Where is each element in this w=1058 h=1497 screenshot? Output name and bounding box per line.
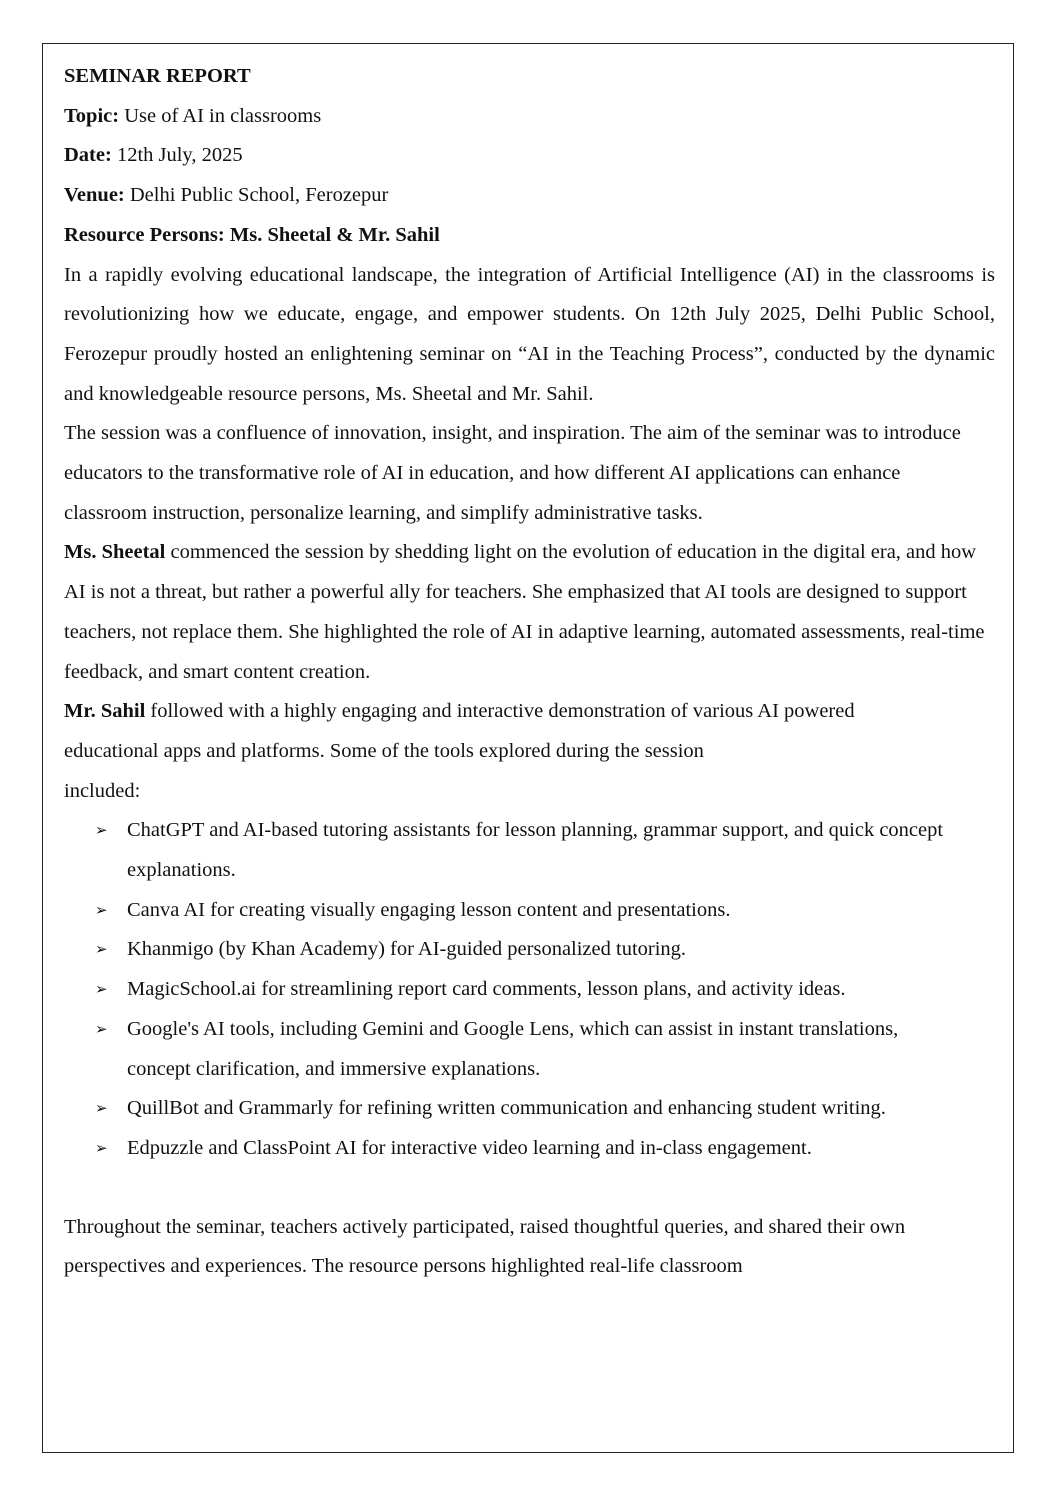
sheetal-paragraph	[64, 533, 995, 692]
list-item	[95, 1129, 995, 1169]
tool-text: MagicSchool.ai for streamlining report card comments, lesson plans, and activity ideas.	[127, 978, 846, 1001]
topic-line	[64, 97, 995, 137]
list-item	[95, 970, 995, 1010]
venue-value: Delhi Public School, Ferozepur	[124, 184, 389, 207]
arrowhead-bullet-icon: ➢	[95, 1019, 108, 1038]
arrowhead-bullet-icon: ➢	[95, 1099, 108, 1118]
list-item	[95, 930, 995, 970]
spacer	[64, 1169, 995, 1208]
session-paragraph: The session was a confluence of innovation, insight, and inspiration. The aim of the seminar was to introduce educators to the transformative role of AI in education, and how different AI applications can enhance classroom instruction, personalize learning, and simplify administrative tasks.	[64, 422, 961, 524]
tool-text: Edpuzzle and ClassPoint AI for interactive video learning and in-class engagement.	[127, 1136, 812, 1159]
arrowhead-bullet-icon: ➢	[95, 900, 108, 919]
date-line	[64, 136, 995, 176]
tools-list	[64, 811, 995, 1168]
tool-text: QuillBot and Grammarly for refining written communication and enhancing student writing.	[127, 1097, 886, 1120]
date-label: Date:	[64, 144, 112, 167]
tool-text: Google's AI tools, including Gemini and Google Lens, which can assist in instant translations, concept clarification, and immersive explanations.	[127, 1017, 899, 1080]
tool-text: Khanmigo (by Khan Academy) for AI-guided personalized tutoring.	[127, 938, 687, 961]
sheetal-text: commenced the session by shedding light on the evolution of education in the digital era, and how AI is not a threat, but rather a powerful ally for teachers. She emphasized that AI tools are designed to support teachers, not replace them. She highlighted the role of AI in adaptive learning, automated assessments, real-time feedback, and smart content creation.	[64, 541, 985, 683]
list-item	[95, 811, 995, 890]
resource-persons-line: Resource Persons: Ms. Sheetal & Mr. Sahil	[64, 223, 440, 246]
list-item	[95, 891, 995, 931]
list-item	[95, 1010, 995, 1089]
included-line: included:	[64, 779, 141, 802]
arrowhead-bullet-icon: ➢	[95, 980, 108, 999]
topic-value: Use of AI in classrooms	[119, 104, 322, 127]
arrowhead-bullet-icon: ➢	[95, 940, 108, 959]
topic-label: Topic:	[64, 104, 120, 127]
arrowhead-bullet-icon: ➢	[95, 1138, 108, 1157]
report-content	[64, 57, 995, 1287]
tool-text: Canva AI for creating visually engaging lesson content and presentations.	[127, 898, 731, 921]
report-heading: SEMINAR REPORT	[64, 65, 251, 87]
closing-paragraph: Throughout the seminar, teachers actively participated, raised thoughtful queries, and shared their own perspectives and experiences. The resource persons highlighted real-life classroom	[64, 1215, 906, 1278]
venue-label: Venue:	[64, 184, 125, 207]
list-item	[95, 1089, 995, 1129]
tool-text: ChatGPT and AI-based tutoring assistants for lesson planning, grammar support, and quick concept explanations.	[127, 819, 944, 882]
sahil-text: followed with a highly engaging and interactive demonstration of various AI powered educational apps and platforms. Some of the tools explored during the session	[64, 700, 855, 762]
venue-line	[64, 176, 995, 216]
sheetal-name: Ms. Sheetal	[64, 541, 166, 564]
sahil-paragraph	[64, 692, 995, 771]
arrowhead-bullet-icon: ➢	[95, 821, 108, 840]
sahil-name: Mr. Sahil	[64, 700, 146, 723]
date-value: 12th July, 2025	[111, 144, 243, 167]
intro-paragraph: In a rapidly evolving educational landscape, the integration of Artificial Intelligence (AI) in the classrooms is revolutionizing how we educate, engage, and empower students. On 12th July 2025, Delhi Public School, Ferozepur proudly hosted an enlightening seminar on “AI in the Teaching Process”, conducted by the dynamic and knowledgeable resource persons, Ms. Sheetal and Mr. Sahil.	[64, 263, 995, 405]
